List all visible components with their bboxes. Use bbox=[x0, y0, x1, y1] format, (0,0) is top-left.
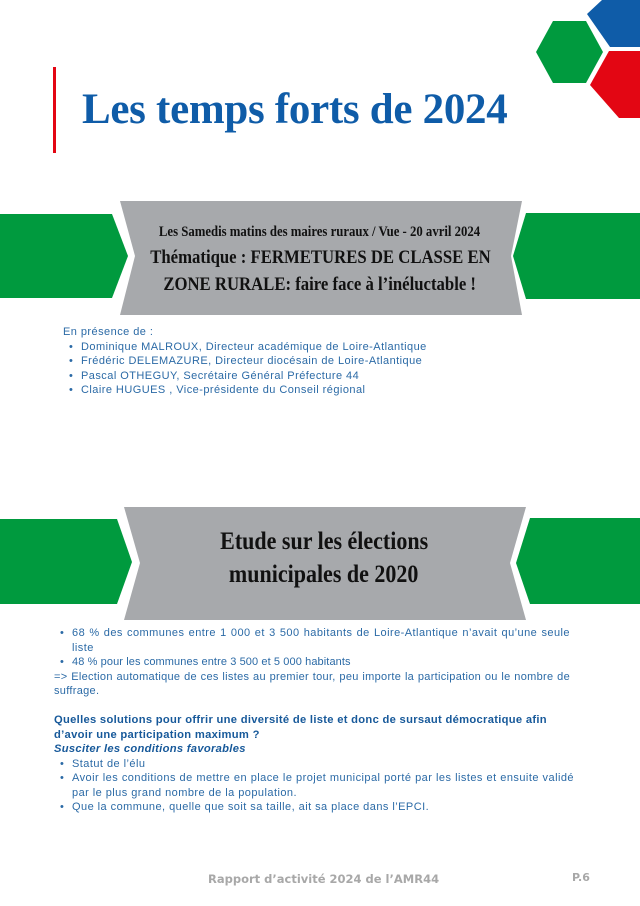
page-number: P.6 bbox=[572, 871, 590, 884]
banner-right-arrow bbox=[513, 213, 640, 299]
solutions-section bbox=[54, 713, 574, 815]
list-item: • 68 % des communes entre 1 000 et 3 500 habitants de Loire-Atlantique n’avait qu’une seule liste bbox=[54, 626, 570, 655]
stats-conclusion: => Election automatique de ces listes au premier tour, peu importe la participation ou le nombre de suffrage. bbox=[54, 670, 570, 697]
list-item: • Avoir les conditions de mettre en place le projet municipal porté par les listes et ensuite validé par le plus grand nombre de la population. bbox=[54, 771, 574, 800]
banner-left-arrow bbox=[0, 519, 132, 604]
footer-report-title: Rapport d’activité 2024 de l’AMR44 bbox=[208, 872, 440, 886]
event-title: Thématique : FERMETURES DE CLASSE EN ZONE RURALE: faire face à l’inéluctable ! bbox=[149, 247, 491, 295]
banner-right-arrow bbox=[516, 518, 640, 604]
presence-section bbox=[63, 325, 533, 398]
banner-left-arrow bbox=[0, 214, 128, 298]
presence-intro: En présence de : bbox=[63, 326, 154, 338]
list-item: • Statut de l’élu bbox=[54, 757, 574, 772]
list-item: • Claire HUGUES , Vice-présidente du Conseil régional bbox=[63, 383, 533, 398]
study-title: Etude sur les élections municipales de 2020 bbox=[220, 528, 428, 588]
solutions-subheading: Susciter les conditions favorables bbox=[54, 743, 246, 755]
election-stats bbox=[54, 626, 570, 699]
list-item: • 48 % pour les communes entre 3 500 et 5 000 habitants bbox=[54, 655, 570, 670]
event-subtitle: Les Samedis matins des maires ruraux / Vue - 20 avril 2024 bbox=[159, 224, 481, 240]
list-item: • Que la commune, quelle que soit sa taille, ait sa place dans l’EPCI. bbox=[54, 800, 574, 815]
stats-list bbox=[54, 626, 570, 670]
list-item: • Dominique MALROUX, Directeur académique de Loire-Atlantique bbox=[63, 340, 533, 355]
presence-list bbox=[63, 340, 533, 398]
list-item: • Pascal OTHEGUY, Secrétaire Général Préfecture 44 bbox=[63, 369, 533, 384]
page-title: Les temps forts de 2024 bbox=[82, 86, 508, 133]
solutions-question: Quelles solutions pour offrir une diversité de liste et donc de sursaut démocratique afin d’avoir une participation maximum ? bbox=[54, 714, 547, 741]
list-item: • Frédéric DELEMAZURE, Directeur diocésain de Loire-Atlantique bbox=[63, 354, 533, 369]
title-accent-bar bbox=[53, 67, 56, 153]
green-hexagon bbox=[536, 21, 603, 83]
solutions-list bbox=[54, 757, 574, 815]
